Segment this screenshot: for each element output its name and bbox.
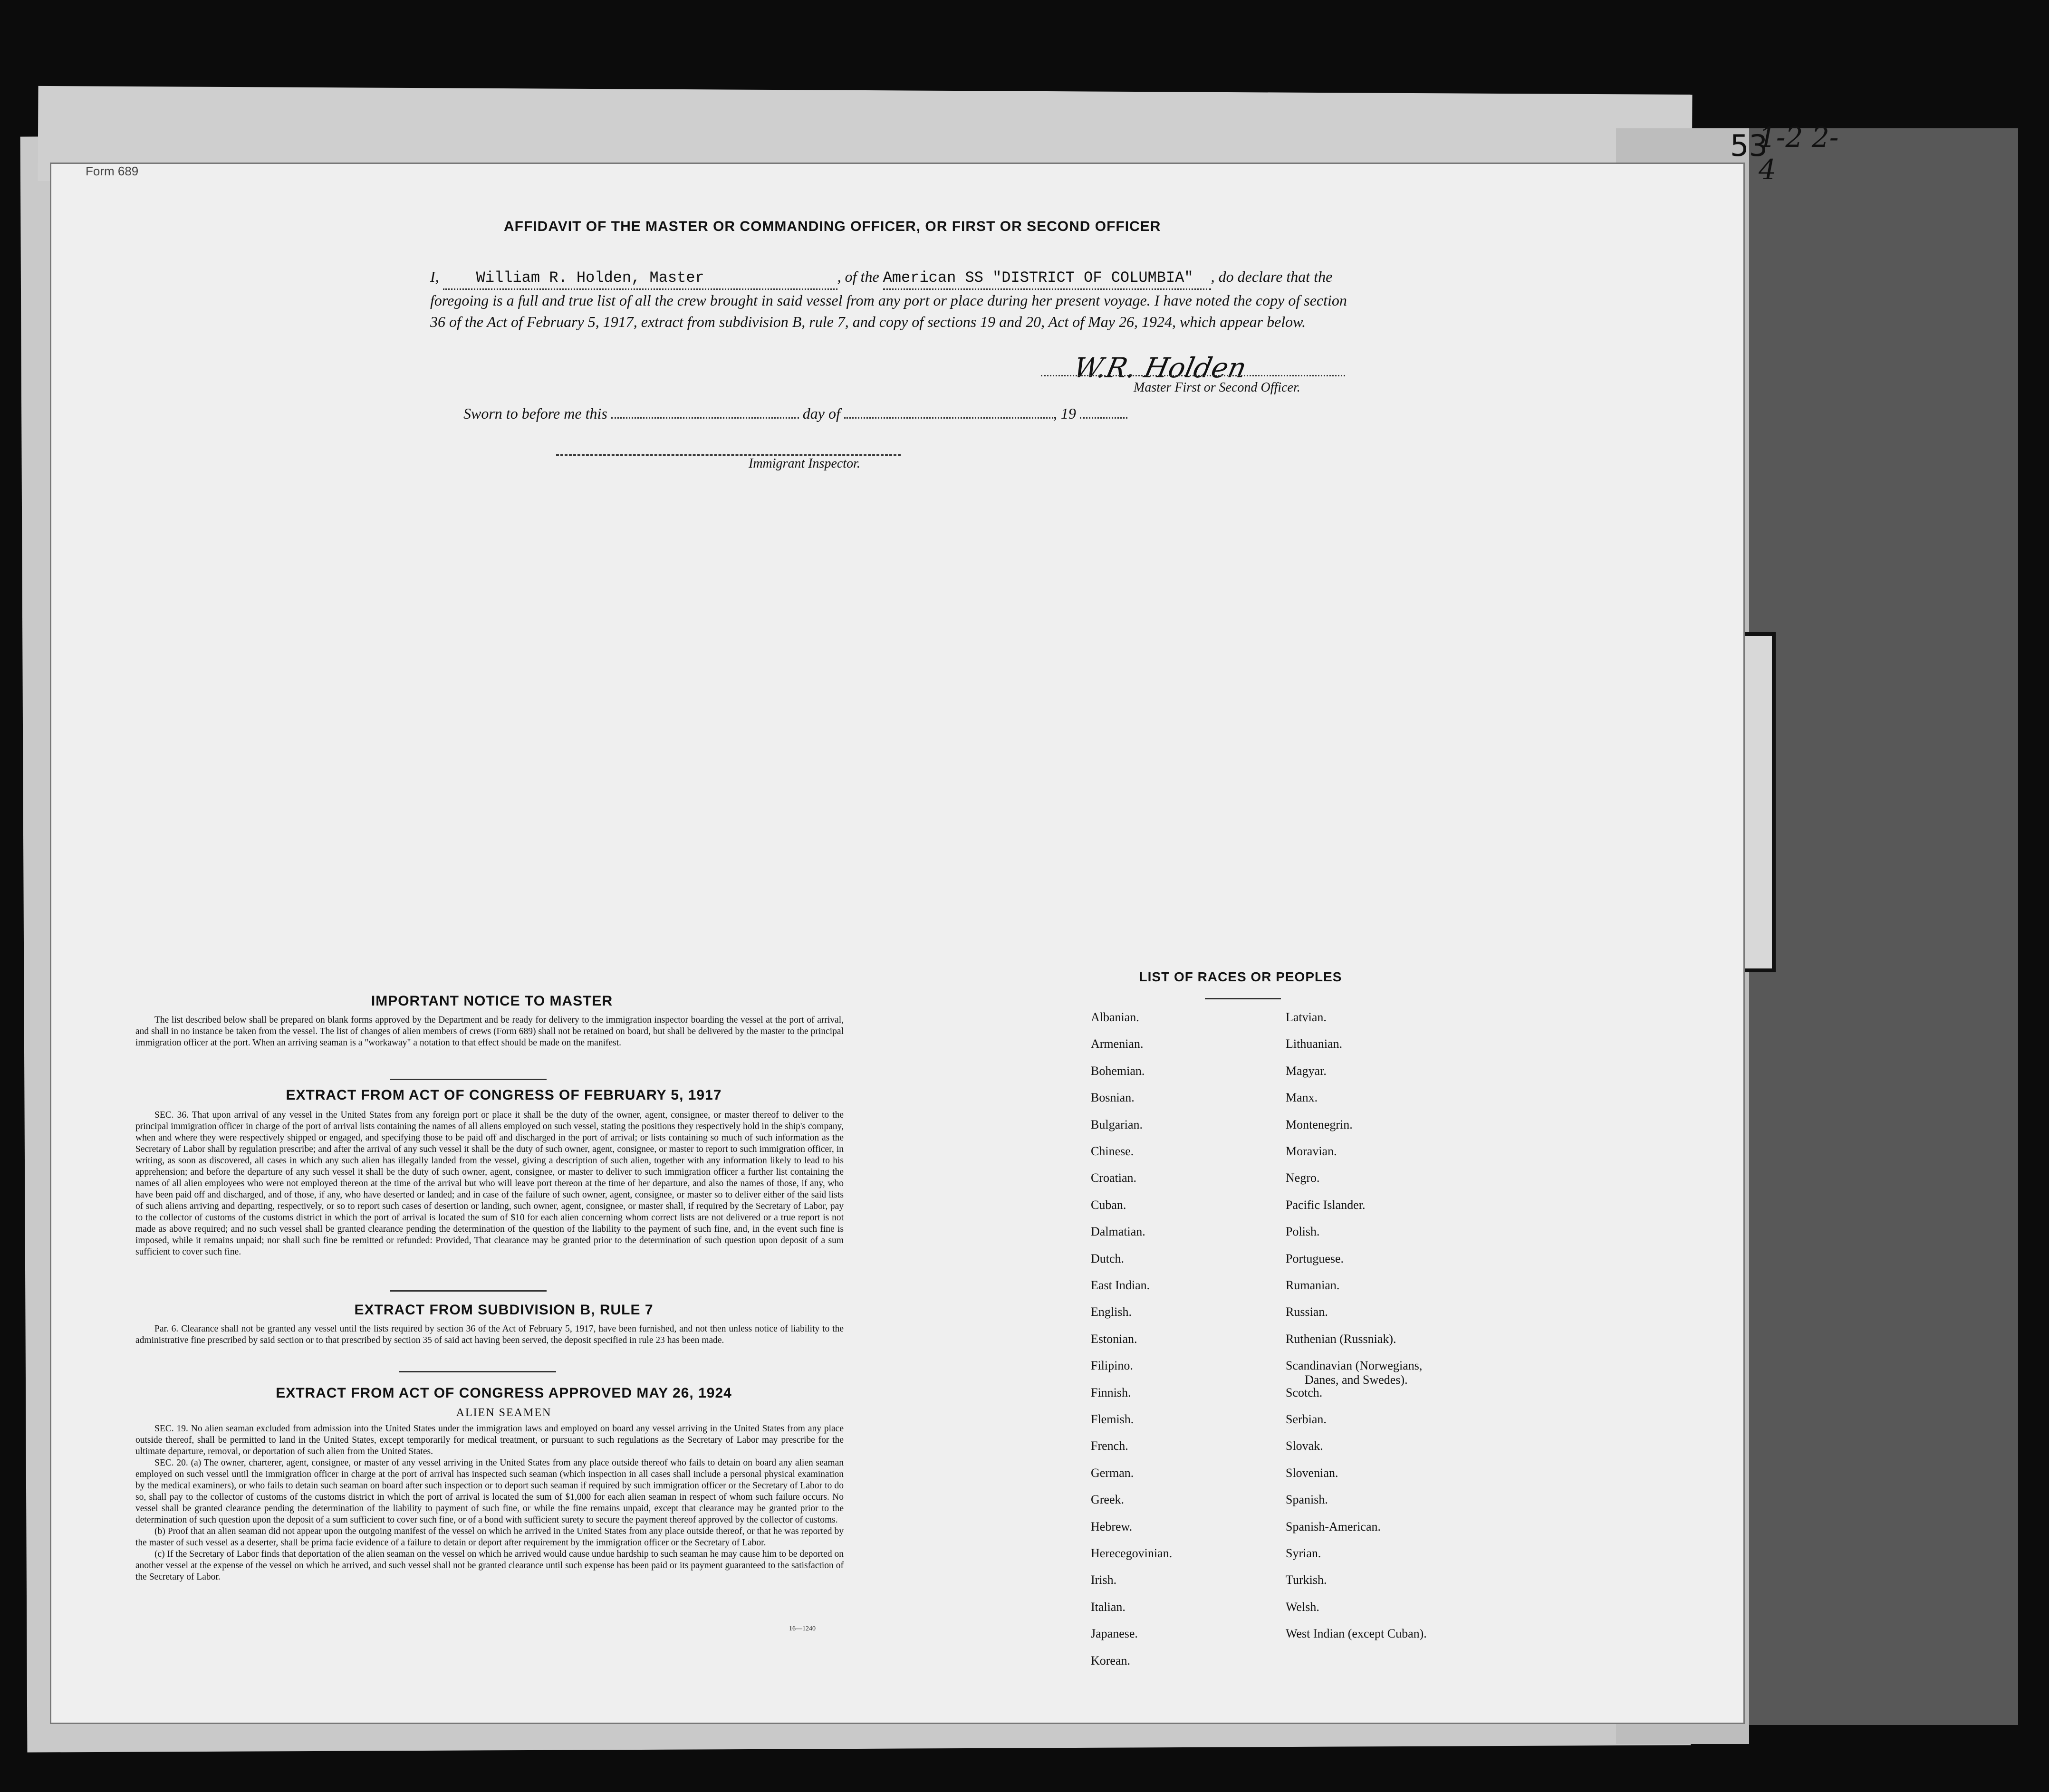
race-item: Scotch. [1286,1385,1323,1399]
race-item: East Indian. [1091,1278,1150,1292]
section-divider [1205,998,1281,999]
race-item: Spanish-American. [1286,1519,1381,1533]
inspector-caption: Immigrant Inspector. [749,456,860,471]
sworn-year-field [1080,417,1127,419]
extract-rule7-title: EXTRACT FROM SUBDIVISION B, RULE 7 [354,1302,654,1318]
notice-text [135,1015,844,1049]
extract-1924-paragraph: SEC. 19. No alien seaman excluded from admission into the United States under the immigration laws and employed on board any vessel arriving in the United States from any place outside thereof, shall be permitted to land in the United States, except temporarily for medical treatment, or pursuant to such regulations as the Secretary of Labor may prescribe for the ultimate departure, removal, or deportation of such alien from the United States. [135,1424,844,1457]
race-item: Magyar. [1286,1064,1327,1078]
affidavit-title: AFFIDAVIT OF THE MASTER OR COMMANDING OFFICER, OR FIRST OR SECOND OFFICER [504,219,1161,234]
race-item: Danes, and Swedes). [1305,1373,1408,1387]
race-item: Bosnian. [1091,1091,1135,1105]
notice-title: IMPORTANT NOTICE TO MASTER [371,993,613,1009]
master-signature: W.R. Holden [1070,352,1250,384]
race-item: Pacific Islander. [1286,1198,1366,1212]
sworn-text: Sworn to before me this [463,405,607,422]
extract-1917-title: EXTRACT FROM ACT OF CONGRESS OF FEBRUARY 5, 1917 [286,1087,722,1103]
race-item: Italian. [1091,1600,1126,1614]
race-item: Armenian. [1091,1037,1144,1051]
alien-seamen-subtitle: ALIEN SEAMEN [456,1407,552,1419]
extract-rule7-text [135,1323,844,1346]
race-item: Cuban. [1091,1198,1126,1212]
race-item: Filipino. [1091,1359,1133,1373]
notice-paragraph: The list described below shall be prepared on blank forms approved by the Department and be ready for delivery to the immigration inspector boarding the vessel at the port of arrival, and shall in no instance be taken from the vessel. The list of changes of alien members of crews (Form 689) shall not be retained on board, but shall be delivered by the master to the principal immigration officer at the port. When an arriving seaman is a "workaway" a notation to that effect should be made on the manifest. [135,1015,844,1048]
race-item: Scandinavian (Norwegians, [1286,1359,1423,1373]
section-divider [390,1290,547,1292]
signature-caption: Master First or Second Officer. [1134,380,1300,395]
affidavit-body [430,266,1362,333]
race-item: German. [1091,1466,1134,1480]
race-item: Syrian. [1286,1546,1321,1560]
affidavit-text-i: I, [430,268,439,285]
master-name-field: William R. Holden, Master [443,267,837,290]
race-item: English. [1091,1305,1132,1319]
extract-1924-paragraph: (c) If the Secretary of Labor finds that deportation of the alien seaman on the vessel on which he arrived would cause undue hardship to such seaman he may cause him to be deported on another vessel at the expense of the vessel on which he arrived, and such vessel shall not be granted clearance until such expense has been paid or its payment guaranteed to the satisfaction of the Secretary of Labor. [135,1549,844,1582]
race-item: Negro. [1286,1171,1320,1185]
vessel-name-field: American SS "DISTRICT OF COLUMBIA" [883,267,1211,290]
race-item: Manx. [1286,1091,1318,1105]
race-item: Japanese. [1091,1627,1138,1641]
race-item: Turkish. [1286,1573,1327,1587]
declaration-text: that the foregoing is a full and true list of all the crew brought in said vessel from any port or place during her present voyage. I have noted the copy of section 36 of the Act of February 5, 1917, extract from subdivision B, rule 7, and copy of sections 19 and 20, Act of May 26, 1924, which appear below. [430,268,1347,330]
extract-1924-paragraph: (b) Proof that an alien seaman did not appear upon the outgoing manifest of the vessel on which he arrived in the United States from any place outside thereof, or that he was reported by the master of such vessel as a deserter, shall be prima facie evidence of a failure to detain or deport after requirement by the immigration officer or the Secretary of Labor. [135,1526,844,1548]
section-divider [390,1079,547,1080]
form-code: 16—1240 [789,1625,816,1632]
race-item: Dalmatian. [1091,1225,1145,1239]
affidavit-text-of-the: , of the [837,268,879,285]
race-item: Portuguese. [1286,1251,1344,1265]
race-item: Flemish. [1091,1412,1134,1426]
race-item: Chinese. [1091,1144,1134,1158]
affidavit-text-declare: , do declare [1211,268,1283,285]
race-item: Albanian. [1091,1010,1139,1024]
race-item: Hebrew. [1091,1519,1133,1533]
day-of-text: day of [802,405,840,422]
sworn-statement [463,405,1153,422]
race-item: Moravian. [1286,1144,1337,1158]
handwritten-note: 1-2 2-4 [1759,121,1839,186]
race-item: West Indian (except Cuban). [1286,1627,1427,1641]
race-item: Ruthenian (Russniak). [1286,1332,1396,1346]
race-item: Welsh. [1286,1600,1319,1614]
race-item: Herecegovinian. [1091,1546,1173,1560]
race-item: Greek. [1091,1493,1125,1507]
extract-1924-paragraph: SEC. 20. (a) The owner, charterer, agent, consignee, or master of any vessel arriving in the United States from any place outside thereof who fails to detain on board any alien seaman employed on such vessel until the immigration officer in charge at the port of arrival has inspected such seaman (which inspection in all cases shall include a personal physical examination by the medical examiners), or who fails to detain such seaman on board after such inspection or to deport such seaman if required by such immigration officer or the Secretary of Labor to do so, shall pay to the collector of customs of the customs district in which the port of arrival is located the sum of $1,000 for each alien seaman in respect of whom such failure occurs. No vessel shall be granted clearance pending the determination of the liability to payment of such fine, or while the fine remains unpaid, except that clearance may be granted prior to the determination of such question upon the deposit of a sum sufficient to cover such fine, or of a bond with sufficient surety to secure the payment thereof approved by the collector of customs. [135,1458,844,1525]
section-divider [399,1371,556,1372]
race-item: Croatian. [1091,1171,1137,1185]
race-item: Polish. [1286,1225,1320,1239]
race-item: Rumanian. [1286,1278,1340,1292]
inspector-signature-line [556,454,901,456]
race-item: Latvian. [1286,1010,1327,1024]
race-item: French. [1091,1439,1128,1453]
race-item: Dutch. [1091,1251,1125,1265]
race-item: Slovenian. [1286,1466,1338,1480]
race-item: Russian. [1286,1305,1328,1319]
race-item: Bohemian. [1091,1064,1145,1078]
race-item: Korean. [1091,1653,1131,1667]
extract-rule7-paragraph: Par. 6. Clearance shall not be granted any vessel until the lists required by section 36 of the Act of February 5, 1917, have been furnished, and not then unless notice of liability to the administrative fine prescribed by said section or to that prescribed by section 35 of said act having been served, the deposit specified in rule 23 has been made. [135,1324,844,1345]
extract-1924-text [135,1423,844,1583]
race-item: Irish. [1091,1573,1117,1587]
extract-1924-title: EXTRACT FROM ACT OF CONGRESS APPROVED MAY 26, 1924 [276,1385,732,1401]
race-item: Montenegrin. [1286,1117,1353,1131]
race-item: Spanish. [1286,1493,1328,1507]
race-item: Estonian. [1091,1332,1137,1346]
race-item: Serbian. [1286,1412,1327,1426]
extract-1917-text [135,1110,844,1258]
extract-1917-paragraph: SEC. 36. That upon arrival of any vessel in the United States from any foreign port or place it shall be the duty of the owner, agent, consignee, or master thereof to deliver to the principal immigration officer in charge of the port of arrival lists containing the names of all aliens employed on such vessel, stating the positions they respectively hold in the ship's company, when and where they were respectively shipped or engaged, and specifying those to be paid off and discharged in the port of arrival; or lists containing so much of such information as the Secretary of Labor shall by regulation prescribe; and after the arrival of any such vessel it shall be the duty of such owner, agent, consignee, or master to report to such immigration officer, in writing, as soon as discovered, all cases in which any such alien has illegally landed from the vessel, giving a description of such alien, together with any information likely to lead to his apprehension; and before the departure of any such vessel it shall be the duty of such owner, agent, consignee, or master to deliver to such immigration officer a further list containing the names of all alien employees who were not employed thereon at the time of the arrival but who will leave port thereon at the time of her departure, and also the names of those, if any, who have been paid off and discharged, and of those, if any, who have deserted or landed; and in case of the failure of such owner, agent, consignee, or master so to deliver either of the said lists of such aliens arriving and departing, respectively, or so to report such cases of desertion or landing, such owner, agent, consignee, or master shall, if required by the Secretary of Labor, pay to the collector of customs of the customs district in which the port of arrival is located the sum of $10 for each alien concerning whom correct lists are not delivered or a true report is not made as above required; and no such vessel shall be granted clearance pending the determination of the question of the liability to the payment of such fine, and, in the event such fine is imposed, while it remains unpaid; nor shall such fine be remitted or refunded: Provided, That clearance may be granted prior to the determination of such question upon deposit of a sum sufficient to cover such fine. [135,1110,844,1257]
year-prefix: , 19 [1053,405,1076,422]
page-number: 53 [1730,128,1768,163]
sworn-day-field [611,417,799,419]
signature-line [1041,374,1345,376]
race-item: Slovak. [1286,1439,1323,1453]
sworn-month-field [844,417,1053,419]
races-title: LIST OF RACES OR PEOPLES [1139,969,1342,984]
race-item: Bulgarian. [1091,1117,1143,1131]
form-label: Form 689 [86,164,139,178]
race-item: Finnish. [1091,1385,1131,1399]
race-item: Lithuanian. [1286,1037,1343,1051]
